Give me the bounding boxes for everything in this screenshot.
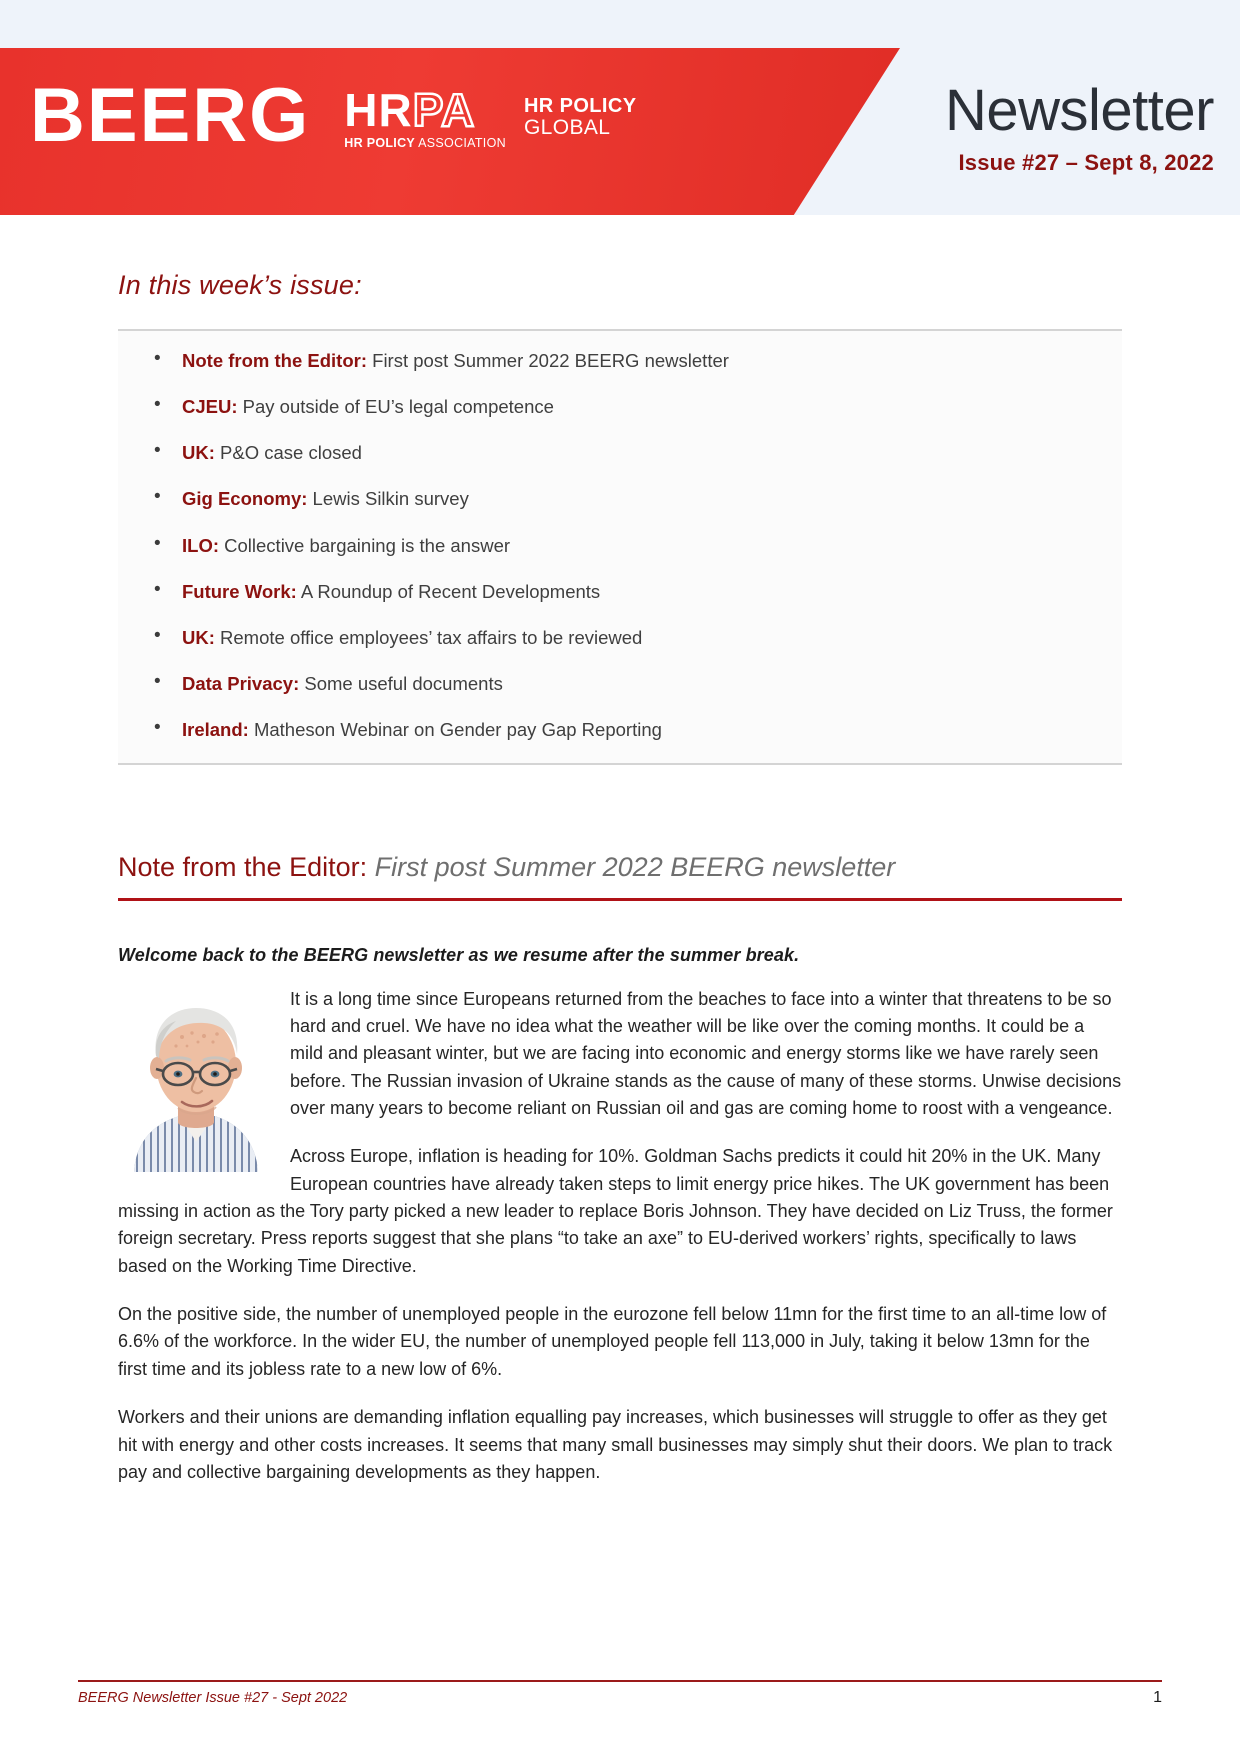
toc-item-text: P&O case closed bbox=[214, 442, 362, 464]
masthead-title-block bbox=[945, 78, 1214, 176]
footer-rule bbox=[78, 1680, 1162, 1682]
toc-item-text: Lewis Silkin survey bbox=[307, 488, 469, 510]
toc-item-label: CJEU: bbox=[182, 396, 238, 418]
hrpa-monogram-a: A bbox=[441, 83, 476, 136]
list-item[interactable] bbox=[140, 672, 1122, 695]
article-lede: Welcome back to the BEERG newsletter as we resume after the summer break. bbox=[118, 944, 800, 965]
masthead bbox=[0, 0, 1240, 215]
editor-portrait-photo bbox=[118, 990, 268, 1172]
page-number: 1 bbox=[1153, 1689, 1162, 1706]
list-item[interactable] bbox=[140, 349, 1122, 372]
article-paragraph: It is a long time since Europeans returned from the beaches to face into a winter that threatens to be so hard and cruel. We have no idea what the weather will be like over the coming months. It could be a mild and pleasant winter, but we are facing into economic and energy storms like we have rarely seen before. The Russian invasion of Ukraine stands as the cause of many of these storms. Unwise decisions over many years to become reliant on Russian oil and gas are coming home to roost with a vengeance. bbox=[290, 988, 1122, 1118]
article-heading-subtitle: First post Summer 2022 BEERG newsletter bbox=[367, 852, 896, 883]
issue-date-line: Issue #27 – Sept 8, 2022 bbox=[958, 150, 1214, 175]
article-heading-label: Note from the Editor: bbox=[118, 852, 368, 883]
toc-item-label: Data Privacy: bbox=[182, 672, 300, 694]
toc-item-label: Ireland: bbox=[182, 719, 249, 740]
toc-item-label: ILO: bbox=[182, 534, 219, 556]
list-item[interactable] bbox=[140, 534, 1122, 557]
toc-item-label: Note from the Editor: bbox=[182, 350, 367, 371]
article-paragraph: Across Europe, inflation is heading for 10%. Goldman Sachs predicts it could hit 20% in the UK. Many European countries have already taken steps to limit energy price hikes. The UK government has been missing in action as the Tory party picked a new leader to replace Boris Johnson. They have decided on Liz Truss, the former foreign secretary. Press reports suggest that she plans “to take an axe” to EU-derived workers’ rights, specifically to laws based on the Working Time Directive. bbox=[118, 1146, 1113, 1276]
hr-policy-global-lockup bbox=[524, 96, 637, 139]
list-item[interactable] bbox=[140, 580, 1122, 603]
hr-policy-line: HR POLICY bbox=[523, 95, 637, 118]
hrpa-monogram-p: P bbox=[412, 83, 442, 136]
brand-lockup bbox=[30, 73, 637, 158]
article-paragraph: On the positive side, the number of unemployed people in the eurozone fell below 11mn for the first time to an all-time low of 6.6% of the workforce. In the wider EU, the number of unemployed people fell 113,000 in July, taking it below 13mn for the first time and its jobless rate to a new low of 6%. bbox=[118, 1304, 1107, 1379]
article-heading-rule bbox=[118, 898, 1122, 901]
article-body bbox=[118, 986, 1122, 1487]
list-item[interactable] bbox=[140, 626, 1122, 649]
toc-item-text: First post Summer 2022 BEERG newsletter bbox=[367, 350, 729, 371]
toc-item-text: Pay outside of EU’s legal competence bbox=[237, 396, 554, 418]
in-this-issue-heading: In this week’s issue: bbox=[118, 270, 362, 300]
beerg-wordmark: BEERG bbox=[30, 73, 311, 158]
list-item[interactable] bbox=[140, 441, 1122, 464]
toc-item-label: UK: bbox=[182, 626, 215, 648]
table-of-contents bbox=[118, 329, 1122, 765]
toc-item-label: UK: bbox=[182, 442, 215, 464]
hrpa-monogram bbox=[344, 83, 476, 136]
toc-item-text: Matheson Webinar on Gender pay Gap Reporting bbox=[248, 719, 662, 740]
article-paragraph: Workers and their unions are demanding inflation equalling pay increases, which businesses will struggle to offer as they get hit with energy and other costs increases. It seems that many small businesses may simply shut their doors. We plan to track pay and collective bargaining developments as they happen. bbox=[118, 1407, 1113, 1482]
list-item[interactable] bbox=[140, 718, 1122, 741]
toc-item-text: Collective bargaining is the answer bbox=[219, 534, 511, 556]
toc-item-text: A Roundup of Recent Developments bbox=[296, 580, 601, 602]
hrpa-subtitle-light: ASSOCIATION bbox=[415, 135, 506, 150]
list-item[interactable] bbox=[140, 487, 1122, 510]
toc-item-label: Gig Economy: bbox=[182, 488, 308, 510]
hrpa-logo bbox=[344, 83, 637, 150]
newsletter-title: Newsletter bbox=[945, 78, 1214, 143]
hrpa-monogram-hr: HR bbox=[344, 83, 413, 136]
global-line: GLOBAL bbox=[523, 116, 611, 140]
toc-item-text: Some useful documents bbox=[299, 672, 503, 694]
toc-list bbox=[118, 349, 1122, 741]
toc-item-label: Future Work: bbox=[182, 580, 297, 602]
page-content bbox=[0, 270, 1240, 1486]
toc-item-text: Remote office employees’ tax affairs to be reviewed bbox=[214, 626, 643, 648]
hrpa-subtitle-bold: HR POLICY bbox=[344, 135, 416, 150]
list-item[interactable] bbox=[140, 395, 1122, 418]
page-footer bbox=[78, 1680, 1162, 1707]
footer-publication-line: BEERG Newsletter Issue #27 - Sept 2022 bbox=[78, 1690, 348, 1706]
article-heading bbox=[118, 851, 1122, 883]
hrpa-subtitle bbox=[344, 136, 506, 150]
